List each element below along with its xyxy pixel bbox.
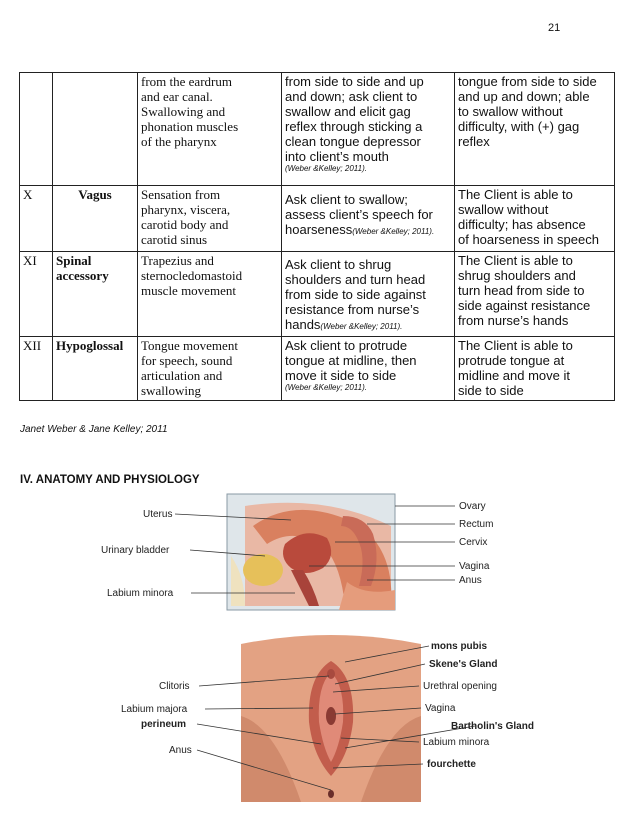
finding: The Client is able to swallow without difficulty; has absence of hoarseness in speech	[455, 186, 615, 252]
label-anus-top: Anus	[459, 575, 482, 586]
assessment: Ask client to swallow; assess client’s speech for hoarseness(Weber &Kelley; 2011).	[282, 186, 455, 252]
table-row	[20, 186, 615, 252]
label-uterus: Uterus	[143, 509, 173, 520]
label-bartholins-gland: Bartholin's Gland	[451, 721, 534, 732]
sagittal-section-image	[227, 494, 395, 610]
nerve-name	[53, 73, 138, 186]
nerve-number	[20, 73, 53, 186]
label-vagina-top: Vagina	[459, 561, 490, 572]
label-labium-minora-top: Labium minora	[107, 588, 174, 599]
nerve-function: from the eardrum and ear canal. Swallowing and phonation muscles of the pharynx	[138, 73, 282, 186]
nerve-function: Trapezius and sternocledomastoid muscle movement	[138, 252, 282, 337]
label-anus-bottom: Anus	[169, 745, 192, 756]
label-labium-majora: Labium majora	[121, 704, 188, 715]
finding: The Client is able to shrug shoulders and turn head from side to side against resistance from nurse’s hands	[455, 252, 615, 337]
reference-citation: Janet Weber & Jane Kelley; 2011	[20, 424, 168, 435]
label-clitoris: Clitoris	[159, 681, 190, 692]
nerve-name: Hypoglossal	[53, 337, 138, 401]
female-anatomy-figure	[95, 486, 534, 802]
assessment: Ask client to shrug shoulders and turn head from side to side against resistance from nurse’s hands(Weber &Kelley; 2011).	[282, 252, 455, 337]
page-number: 21	[548, 22, 561, 34]
label-vagina-bottom: Vagina	[425, 703, 456, 714]
nerve-name: Spinal accessory	[53, 252, 138, 337]
label-ovary: Ovary	[459, 501, 486, 512]
label-perineum: perineum	[141, 719, 187, 730]
assessment: from side to side and up and down; ask client to swallow and elicit gag reflex through sticking a clean tongue depressor into client’s mouth (Weber &Kelley; 2011).	[282, 73, 455, 186]
assessment: Ask client to protrude tongue at midline, then move it side to side (Weber &Kelley; 2011).	[282, 337, 455, 401]
citation: (Weber &Kelley; 2011).	[285, 383, 367, 392]
nerve-number: XI	[20, 252, 53, 337]
label-skenes-gland: Skene's Gland	[429, 659, 498, 670]
label-cervix: Cervix	[459, 537, 488, 548]
section-heading: IV. ANATOMY AND PHYSIOLOGY	[20, 474, 200, 486]
citation: (Weber &Kelley; 2011).	[320, 322, 403, 331]
nerve-function: Sensation from pharynx, viscera, carotid body and carotid sinus	[138, 186, 282, 252]
label-mons-pubis: mons pubis	[431, 641, 488, 652]
label-labium-minora-bottom: Labium minora	[423, 737, 490, 748]
finding: The Client is able to protrude tongue at midline and move it side to side	[455, 337, 615, 401]
nerve-number: X	[20, 186, 53, 252]
finding: tongue from side to side and up and down; able to swallow without difficulty, with (+) gag reflex	[455, 73, 615, 186]
cranial-nerve-table	[19, 72, 615, 401]
label-urinary-bladder: Urinary bladder	[101, 545, 170, 556]
nerve-function: Tongue movement for speech, sound articulation and swallowing	[138, 337, 282, 401]
label-urethral-opening: Urethral opening	[423, 681, 497, 692]
table-row	[20, 252, 615, 337]
nerve-name: Vagus	[53, 186, 138, 252]
label-rectum: Rectum	[459, 519, 494, 530]
table-row	[20, 73, 615, 186]
citation: (Weber &Kelley; 2011).	[285, 164, 367, 173]
external-genitalia-image	[241, 635, 421, 802]
citation: (Weber &Kelley; 2011).	[352, 227, 435, 236]
nerve-number: XII	[20, 337, 53, 401]
label-fourchette: fourchette	[427, 759, 476, 770]
table-row	[20, 337, 615, 401]
